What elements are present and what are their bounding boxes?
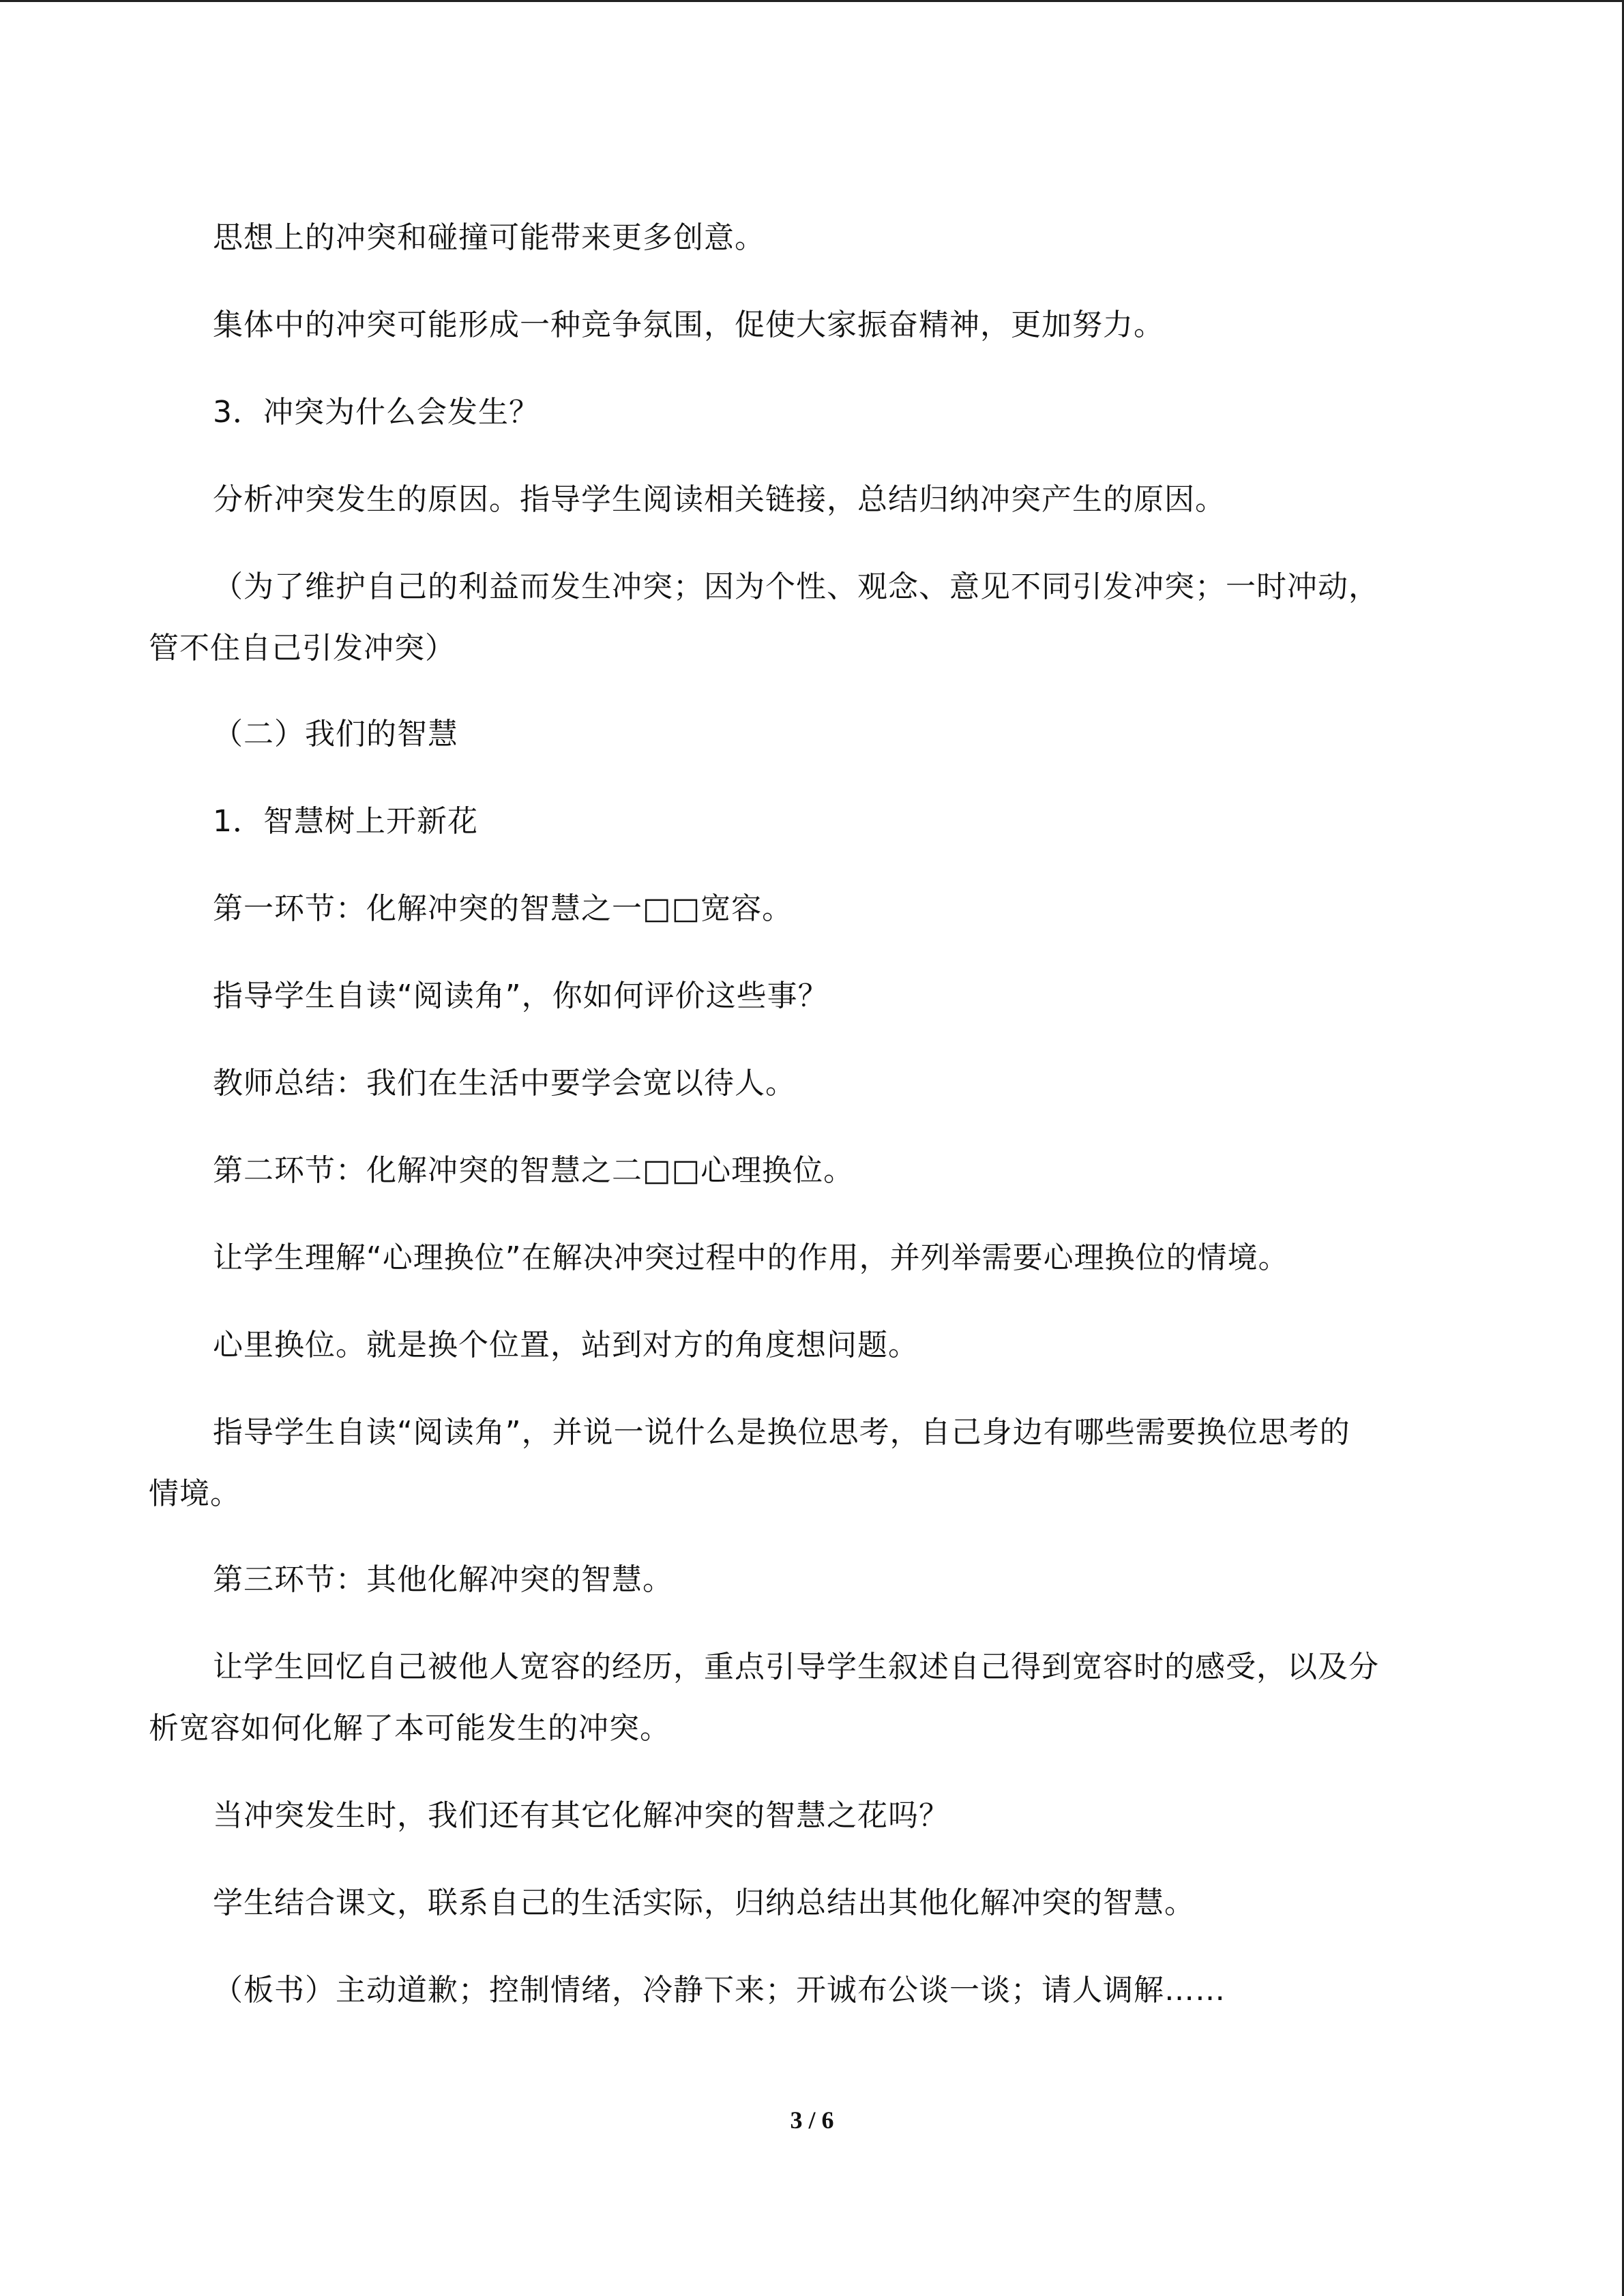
paragraph-line: 情境。 (149, 1476, 241, 1511)
section-heading: 1．智慧树上开新花 (213, 804, 478, 839)
paragraph-line: 让学生理解“心理换位”在解决冲突过程中的作用，并列举需要心理换位的情境。 (213, 1240, 1289, 1275)
paragraph-line: 教师总结：我们在生活中要学会宽以待人。 (213, 1066, 796, 1101)
paragraph-line: 管不住自己引发冲突） (149, 631, 456, 666)
paragraph-line: 第三环节：其他化解冲突的智慧。 (213, 1562, 673, 1597)
paragraph-line: 集体中的冲突可能形成一种竞争氛围，促使大家振奋精神，更加努力。 (213, 308, 1164, 342)
paragraph-line: 指导学生自读“阅读角”，你如何评价这些事？ (213, 979, 829, 1013)
paragraph-line: 第一环节：化解冲突的智慧之一□□宽容。 (213, 891, 793, 926)
paragraph-line: 学生结合课文，联系自己的生活实际，归纳总结出其他化解冲突的智慧。 (213, 1885, 1195, 1920)
paragraph-line: （板书）主动道歉；控制情绪，冷静下来；开诚布公谈一谈；请人调解…… (213, 1973, 1226, 2008)
page-number: 3 / 6 (790, 2106, 834, 2134)
paragraph-line: （为了维护自己的利益而发生冲突；因为个性、观念、意见不同引发冲突；一时冲动， (213, 569, 1379, 604)
paragraph-line: 析宽容如何化解了本可能发生的冲突。 (149, 1711, 670, 1746)
paragraph-line: 思想上的冲突和碰撞可能带来更多创意。 (213, 220, 765, 255)
section-heading: （二）我们的智慧 (213, 717, 458, 751)
section-heading: 3．冲突为什么会发生？ (213, 395, 540, 430)
paragraph-line: 当冲突发生时，我们还有其它化解冲突的智慧之花吗？ (213, 1798, 949, 1833)
paragraph-line: 指导学生自读“阅读角”，并说一说什么是换位思考，自己身边有哪些需要换位思考的 (213, 1415, 1350, 1450)
paragraph-line: 分析冲突发生的原因。指导学生阅读相关链接，总结归纳冲突产生的原因。 (213, 482, 1226, 517)
paragraph-line: 第二环节：化解冲突的智慧之二□□心理换位。 (213, 1153, 855, 1188)
paragraph-line: 心里换位。就是换个位置，站到对方的角度想问题。 (213, 1328, 919, 1362)
paragraph-line: 让学生回忆自己被他人宽容的经历，重点引导学生叙述自己得到宽容时的感受，以及分 (213, 1650, 1379, 1684)
